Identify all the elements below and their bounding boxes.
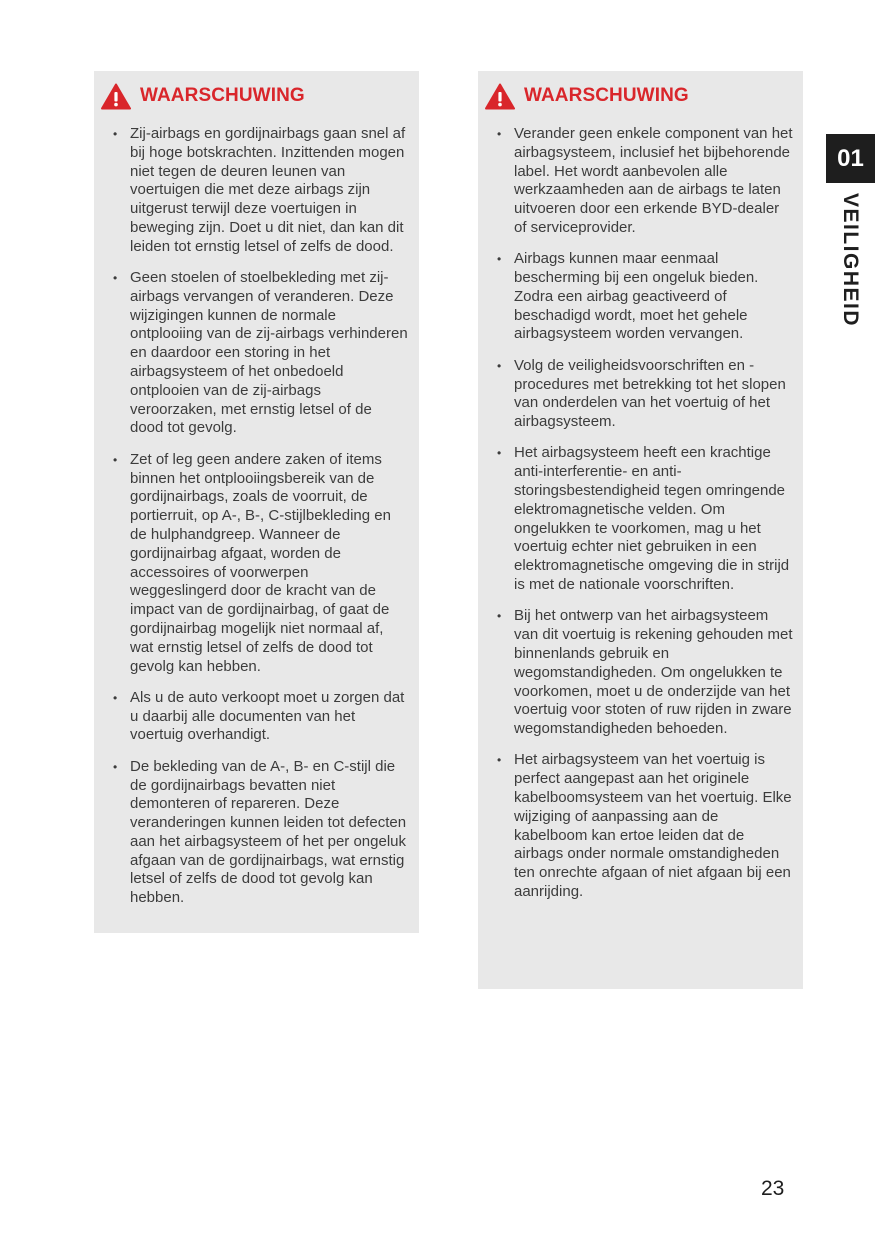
bullet: • [497, 358, 502, 373]
warning-list [100, 125, 409, 908]
list-item [484, 125, 793, 238]
bullet: • [497, 609, 502, 624]
list-item [100, 125, 409, 257]
list-item-text: Verander geen enkele component van het airbagsysteem, inclusief het bijbehorende label. Het wordt aanbevolen alle werkzaamheden aan de airbags te laten uitvoeren door een erkende BYD-dealer of serviceprovider. [514, 125, 793, 236]
chapter-title: VEILIGHEID [839, 193, 862, 328]
warning-box-left [94, 71, 419, 933]
warning-triangle-icon [485, 83, 515, 110]
warning-title: WAARSCHUWING [524, 85, 689, 106]
list-item [484, 444, 793, 594]
list-item [100, 451, 409, 677]
warning-header [101, 79, 409, 113]
list-item-text: Het airbagsysteem van het voertuig is perfect aangepast aan het originele kabelboomsysteem van het voertuig. Elke wijziging of aanpassing aan de kabelboom kan ertoe leiden dat de airbags onder normale omstandigheden ten onrechte afgaan of niet afgaan bij een aanrijding. [514, 751, 792, 900]
list-item-text: Volg de veiligheidsvoorschriften en -procedures met betrekking tot het slopen van onderdelen van het voertuig of het airbagsysteem. [514, 356, 786, 431]
list-item-text: Bij het ontwerp van het airbagsysteem van dit voertuig is rekening gehouden met binnenlands gebruik en wegomstandigheden. Om ongelukken te voorkomen, moet u de onderzijde van het voertuig voor stoten of ruw rijden in zware wegomstandigheden behoeden. [514, 607, 793, 738]
list-item [100, 269, 409, 438]
bullet: • [113, 690, 118, 705]
list-item-text: Als u de auto verkoopt moet u zorgen dat u daarbij alle documenten van het voertuig overhandigt. [130, 688, 405, 744]
bullet: • [497, 753, 502, 768]
list-item-text: Het airbagsysteem heeft een krachtige anti-interferentie- en anti-storingsbestendigheid tegen omringende elektromagnetische velden. Om ongelukken te voorkomen, mag u het voertuig echter niet gebruiken in een elektromagnetische omgeving die in strijd is met de nationale voorschriften. [514, 444, 790, 594]
warning-title: WAARSCHUWING [140, 85, 305, 106]
page-number: 23 [761, 1177, 785, 1200]
bullet: • [113, 452, 118, 467]
list-item-text: Zet of leg geen andere zaken of items binnen het ontplooiingsbereik van de gordijnairbags, zoals de voorruit, de portierruit, op A-, B-, C-stijlbekleding en de hulphandgreep. Wanneer de gordijnairbag afgaat, worden de accessoires of voorwerpen weggeslingerd door de kracht van de impact van de gordijnairbag, of gaat de gordijnairbag mogelijk niet normaal af, wat ernstig letsel of zelfs de dood tot gevolg kan hebben. [130, 450, 391, 675]
bullet: • [113, 127, 118, 141]
list-item [484, 357, 793, 432]
list-item [484, 607, 793, 739]
list-item [484, 751, 793, 901]
warning-box-right [478, 71, 803, 989]
bullet: • [113, 759, 118, 774]
bullet: • [497, 446, 502, 461]
list-item-text: Zij-airbags en gordijnairbags gaan snel af bij hoge botskrachten. Inzittenden mogen niet tegen de deuren leunen van voertuigen die met deze airbags zijn uitgerust terwijl deze voertuigen in beweging zijn. Doet u dit niet, dan kan dit leiden tot ernstig letsel of zelfs de dood. [130, 125, 406, 255]
list-item-text: De bekleding van de A-, B- en C-stijl die de gordijnairbags bevatten niet demonteren of repareren. Deze veranderingen kunnen leiden tot defecten aan het airbagsysteem of het per ongeluk afgaan van de gordijnairbags, wat ernstig letsel of zelfs de dood tot gevolg kan hebben. [130, 757, 407, 907]
bullet: • [497, 252, 502, 267]
bullet: • [497, 127, 502, 141]
warning-header [485, 79, 793, 113]
warning-triangle-icon [101, 83, 131, 110]
bullet: • [113, 271, 118, 286]
chapter-number-tab: 01 [826, 134, 875, 183]
list-item-text: Geen stoelen of stoelbekleding met zij-airbags vervangen of veranderen. Deze wijzigingen kunnen de normale ontplooiing van de zij-airbags verhinderen en daardoor een storing in het airbagsysteem of het onbedoeld ontplooien van de zij-airbags veroorzaken, met ernstig letsel of de dood tot gevolg. [130, 269, 408, 437]
list-item-text: Airbags kunnen maar eenmaal bescherming bij een ongeluk bieden. Zodra een airbag geactiveerd of beschadigd wordt, moet het gehele airbagsysteem worden vervangen. [514, 250, 759, 343]
list-item [100, 689, 409, 745]
list-item [100, 758, 409, 908]
warning-list [484, 125, 793, 902]
list-item [484, 250, 793, 344]
